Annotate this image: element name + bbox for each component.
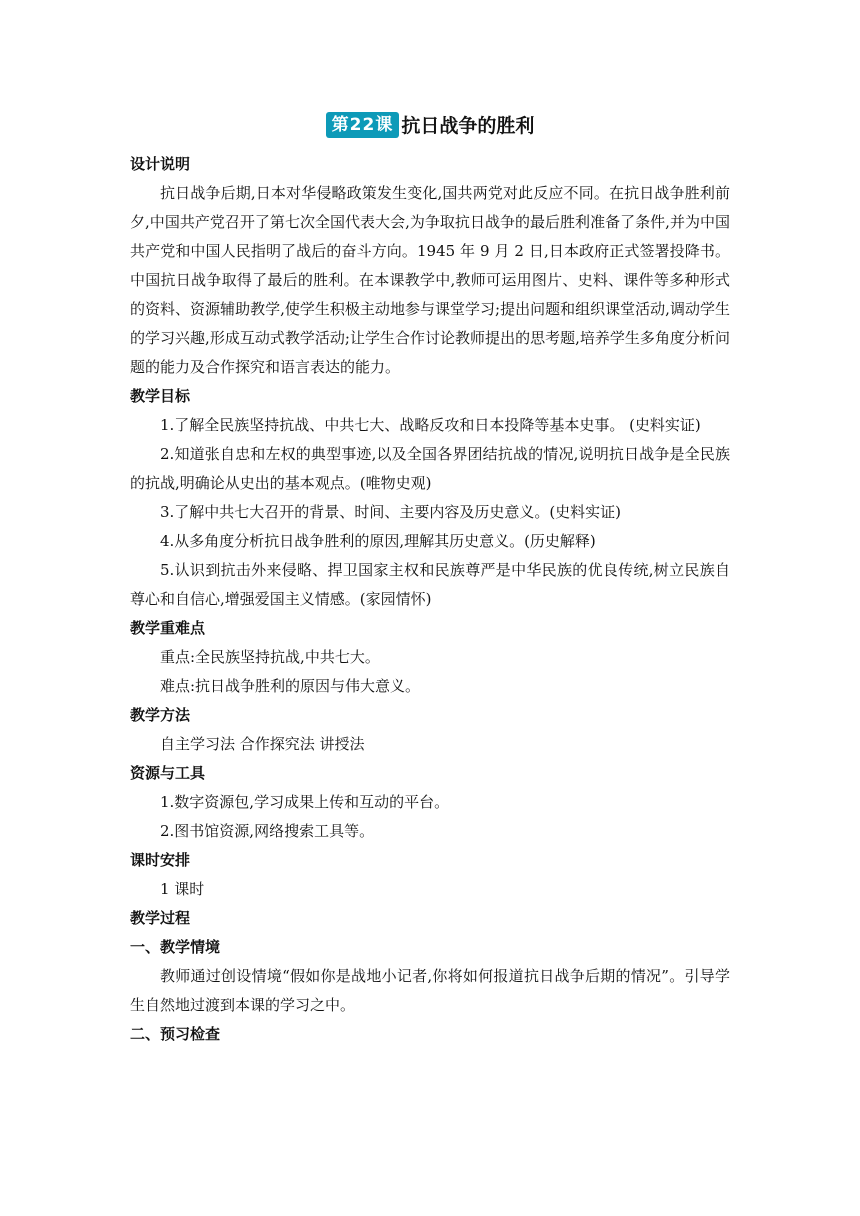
goal-item-1: 1.了解全民族坚持抗战、中共七大、战略反攻和日本投降等基本史事。 (史料实证) (160, 416, 701, 434)
resource-item-2: 2.图书馆资源,网络搜索工具等。 (160, 822, 375, 840)
goal-item-4: 4.从多角度分析抗日战争胜利的原因,理解其历史意义。(历史解释) (160, 532, 596, 550)
goal-item-2: 2.知道张自忠和左权的典型事迹,以及全国各界团结抗战的情况,说明抗日战争是全民族的抗战,明确论从史出的基本观点。(唯物史观) (130, 445, 730, 492)
key-point-focus: 重点:全民族坚持抗战,中共七大。 (160, 648, 380, 666)
process-part2-heading: 二、预习检查 (130, 1025, 221, 1043)
section-heading-schedule: 课时安排 (130, 851, 191, 869)
section-heading-design: 设计说明 (130, 155, 191, 173)
section-heading-key-points: 教学重难点 (130, 619, 206, 637)
lesson-number-badge: 第22课 (326, 112, 400, 138)
process-part1-heading: 一、教学情境 (130, 938, 221, 956)
resource-item-1: 1.数字资源包,学习成果上传和互动的平台。 (160, 793, 450, 811)
key-point-difficulty: 难点:抗日战争胜利的原因与伟大意义。 (160, 677, 421, 695)
process-part1-text: 教师通过创设情境“假如你是战地小记者,你将如何报道抗日战争后期的情况”。引导学生自然地过渡到本课的学习之中。 (130, 967, 730, 1014)
lesson-title: 抗日战争的胜利 (401, 115, 535, 137)
section-heading-goals: 教学目标 (130, 387, 191, 405)
goal-item-3: 3.了解中共七大召开的背景、时间、主要内容及历史意义。(史料实证) (160, 503, 622, 521)
document-body (130, 150, 730, 1049)
methods-text: 自主学习法 合作探究法 讲授法 (160, 735, 365, 753)
design-paragraph: 抗日战争后期,日本对华侵略政策发生变化,国共两党对此反应不同。在抗日战争胜利前夕,中国共产党召开了第七次全国代表大会,为争取抗日战争的最后胜利准备了条件,并为中国共产党和中国人民指明了战后的奋斗方向。1945 年 9 月 2 日,日本政府正式签署投降书。中国抗日战争取得了最后的胜利。在本课教学中,教师可运用图片、史料、课件等多种形式的资料、资源辅助教学,使学生积极主动地参与课堂学习;提出问题和组织课堂活动,调动学生的学习兴趣,形成互动式教学活动;让学生合作讨论教师提出的思考题,培养学生多角度分析问题的能力及合作探究和语言表达的能力。 (130, 184, 730, 376)
section-heading-process: 教学过程 (130, 909, 191, 927)
section-heading-methods: 教学方法 (130, 706, 191, 724)
goal-item-5: 5.认识到抗击外来侵略、捍卫国家主权和民族尊严是中华民族的优良传统,树立民族自尊心和自信心,增强爱国主义情感。(家园情怀) (130, 561, 730, 608)
schedule-text: 1 课时 (160, 880, 205, 898)
lesson-title-row (0, 109, 860, 142)
section-heading-resources: 资源与工具 (130, 764, 206, 782)
